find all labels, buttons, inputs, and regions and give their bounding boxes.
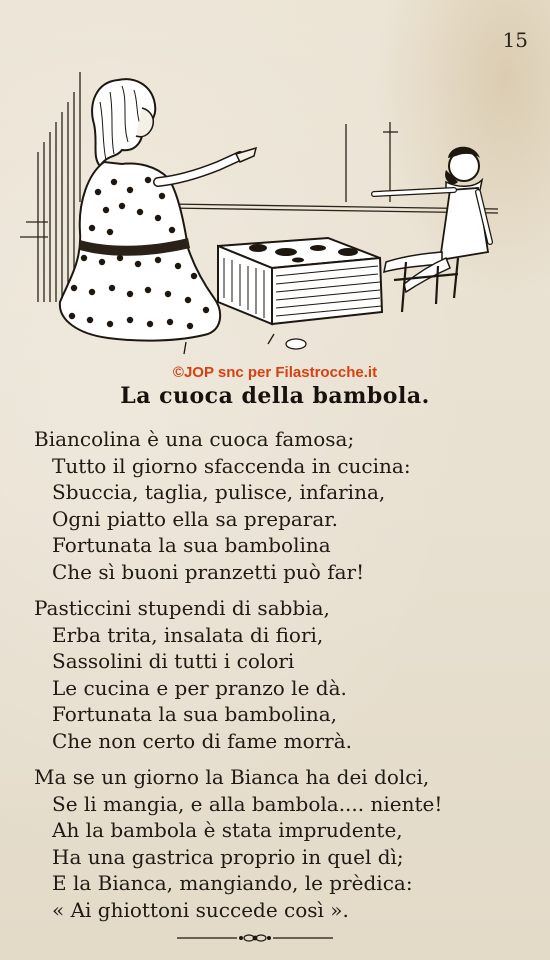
verse-line: « Ai ghiottoni succede così ». bbox=[52, 897, 349, 922]
verse-line: Erba trita, insalata di fiori, bbox=[52, 622, 324, 647]
verse-line: Ah la bambola è stata imprudente, bbox=[52, 818, 403, 842]
girl-cooking-for-doll-illustration bbox=[18, 62, 508, 362]
verse-line: E la Bianca, mangiando, le prèdica: bbox=[52, 871, 413, 895]
stanza-1 bbox=[0, 426, 550, 585]
verse-line: Fortunata la sua bambolina, bbox=[52, 702, 338, 726]
stanza-3 bbox=[0, 764, 550, 923]
verse-line: Tutto il giorno sfaccenda in cucina: bbox=[52, 453, 411, 478]
stanza-2 bbox=[0, 595, 550, 754]
page-number: 15 bbox=[502, 28, 528, 52]
verse-line: Se li mangia, e alla bambola.... niente! bbox=[52, 791, 443, 816]
verse-line: Sbuccia, taglia, pulisce, infarina, bbox=[52, 480, 386, 504]
verse-line: Le cucina e per pranzo le dà. bbox=[52, 675, 347, 700]
verse-line: Fortunata la sua bambolina bbox=[52, 533, 331, 557]
ornament-divider-icon bbox=[175, 930, 335, 946]
verse-line: Ma se un giorno la Bianca ha dei dolci, bbox=[34, 765, 430, 789]
verse-line: Ogni piatto ella sa preparar. bbox=[52, 506, 339, 531]
verse-line: Biancolina è una cuoca famosa; bbox=[34, 427, 355, 451]
watermark: ©JOP snc per Filastrocche.it bbox=[172, 364, 378, 381]
verse-line: Sassolini di tutti i colori bbox=[52, 649, 295, 673]
verse-line: Che non certo di fame morrà. bbox=[52, 728, 353, 753]
verse-line: Pasticcini stupendi di sabbia, bbox=[34, 596, 330, 620]
verse-line: Che sì buoni pranzetti può far! bbox=[52, 559, 365, 584]
verse-line: Ha una gastrica proprio in quel dì; bbox=[52, 844, 404, 869]
poem-title: La cuoca della bambola. bbox=[120, 383, 430, 409]
